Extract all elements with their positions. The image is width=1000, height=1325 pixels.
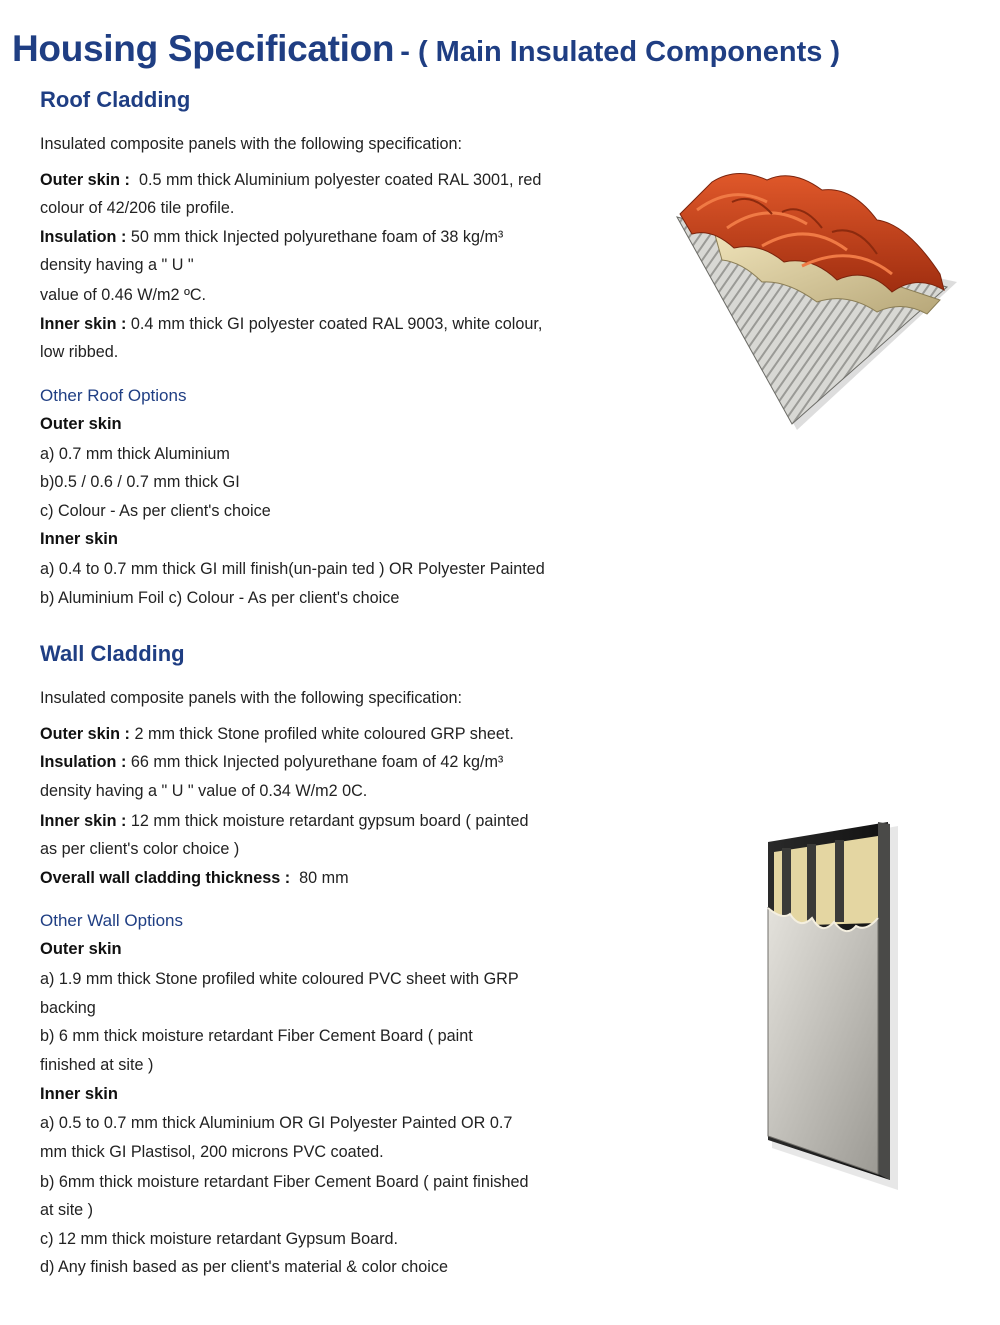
- list-item: b) 6 mm thick moisture retardant Fiber Cement Board ( paint: [40, 1027, 473, 1045]
- wall-inner-text-2: as per client's color choice ): [40, 840, 240, 858]
- list-item: b)0.5 / 0.6 / 0.7 mm thick GI: [40, 473, 240, 491]
- roof-insulation-text-1: 50 mm thick Injected polyurethane foam of 38 kg/m³: [130, 228, 504, 246]
- roof-panel-cutaway-icon: [672, 162, 962, 434]
- page-title-main: Housing Specification: [12, 28, 395, 69]
- roof-opt-inner-heading: Inner skin: [40, 530, 118, 548]
- wall-intro: Insulated composite panels with the following specification:: [40, 689, 463, 707]
- roof-heading: Roof Cladding: [40, 87, 191, 112]
- list-item: c) 12 mm thick moisture retardant Gypsum Board.: [40, 1230, 399, 1248]
- page-title-sub: - ( Main Insulated Components ): [400, 36, 841, 68]
- wall-opt-outer-heading: Outer skin: [40, 940, 122, 958]
- list-item: finished at site ): [40, 1056, 154, 1074]
- wall-overall-text: 80 mm: [299, 869, 349, 887]
- roof-inner-text-2: low ribbed.: [40, 343, 119, 361]
- wall-insulation-label: Insulation :: [40, 753, 127, 771]
- list-item: d) Any finish based as per client's material & color choice: [40, 1258, 448, 1276]
- wall-options-heading: Other Wall Options: [40, 911, 183, 930]
- wall-outer-label: Outer skin :: [40, 725, 130, 743]
- wall-insulation-text-2: density having a " U " value of 0.34 W/m2 0C.: [40, 782, 368, 800]
- page-title: [12, 28, 840, 70]
- wall-inner-label: Inner skin :: [40, 812, 127, 830]
- roof-insulation-text-2: density having a " U ": [40, 256, 194, 274]
- list-item: b) 6mm thick moisture retardant Fiber Cement Board ( paint finished: [40, 1173, 529, 1191]
- list-item: a) 0.7 mm thick Aluminium: [40, 445, 230, 463]
- wall-overall-label: Overall wall cladding thickness :: [40, 869, 291, 887]
- roof-options-heading: Other Roof Options: [40, 386, 187, 405]
- list-item: a) 1.9 mm thick Stone profiled white coloured PVC sheet with GRP: [40, 970, 519, 988]
- wall-insulation-line-1: [40, 753, 503, 772]
- wall-inner-line-1: [40, 812, 529, 831]
- wall-outer-text: 2 mm thick Stone profiled white coloured GRP sheet.: [134, 725, 514, 743]
- list-item: backing: [40, 999, 96, 1017]
- list-item: at site ): [40, 1201, 94, 1219]
- wall-outer-line: [40, 725, 514, 744]
- roof-outer-label: Outer skin :: [40, 171, 130, 189]
- list-item: mm thick GI Plastisol, 200 microns PVC coated.: [40, 1143, 384, 1161]
- roof-outer-text-2: colour of 42/206 tile profile.: [40, 199, 235, 217]
- roof-inner-text-1: 0.4 mm thick GI polyester coated RAL 9003, white colour,: [130, 315, 543, 333]
- list-item: a) 0.4 to 0.7 mm thick GI mill finish(un-pain ted ) OR Polyester Painted: [40, 560, 545, 578]
- list-item: c) Colour - As per client's choice: [40, 502, 271, 520]
- roof-insulation-text-3: value of 0.46 W/m2 ºC.: [40, 286, 207, 304]
- roof-inner-label: Inner skin :: [40, 315, 127, 333]
- roof-outer-text-1: 0.5 mm thick Aluminium polyester coated RAL 3001, red: [138, 171, 542, 189]
- wall-opt-inner-heading: Inner skin: [40, 1085, 118, 1103]
- roof-inner-line-1: [40, 315, 542, 334]
- wall-insulation-text-1: 66 mm thick Injected polyurethane foam of 42 kg/m³: [130, 753, 504, 771]
- wall-panel-cutaway-icon: [760, 818, 900, 1193]
- roof-outer-line-1: [40, 171, 541, 190]
- roof-intro: Insulated composite panels with the following specification:: [40, 135, 463, 153]
- list-item: a) 0.5 to 0.7 mm thick Aluminium OR GI Polyester Painted OR 0.7: [40, 1114, 513, 1132]
- wall-heading: Wall Cladding: [40, 641, 185, 666]
- wall-overall-line: [40, 869, 349, 888]
- roof-insulation-label: Insulation :: [40, 228, 127, 246]
- wall-inner-text-1: 12 mm thick moisture retardant gypsum board ( painted: [130, 812, 529, 830]
- roof-insulation-line-1: [40, 228, 503, 247]
- roof-opt-outer-heading: Outer skin: [40, 415, 122, 433]
- list-item: b) Aluminium Foil c) Colour - As per client's choice: [40, 589, 400, 607]
